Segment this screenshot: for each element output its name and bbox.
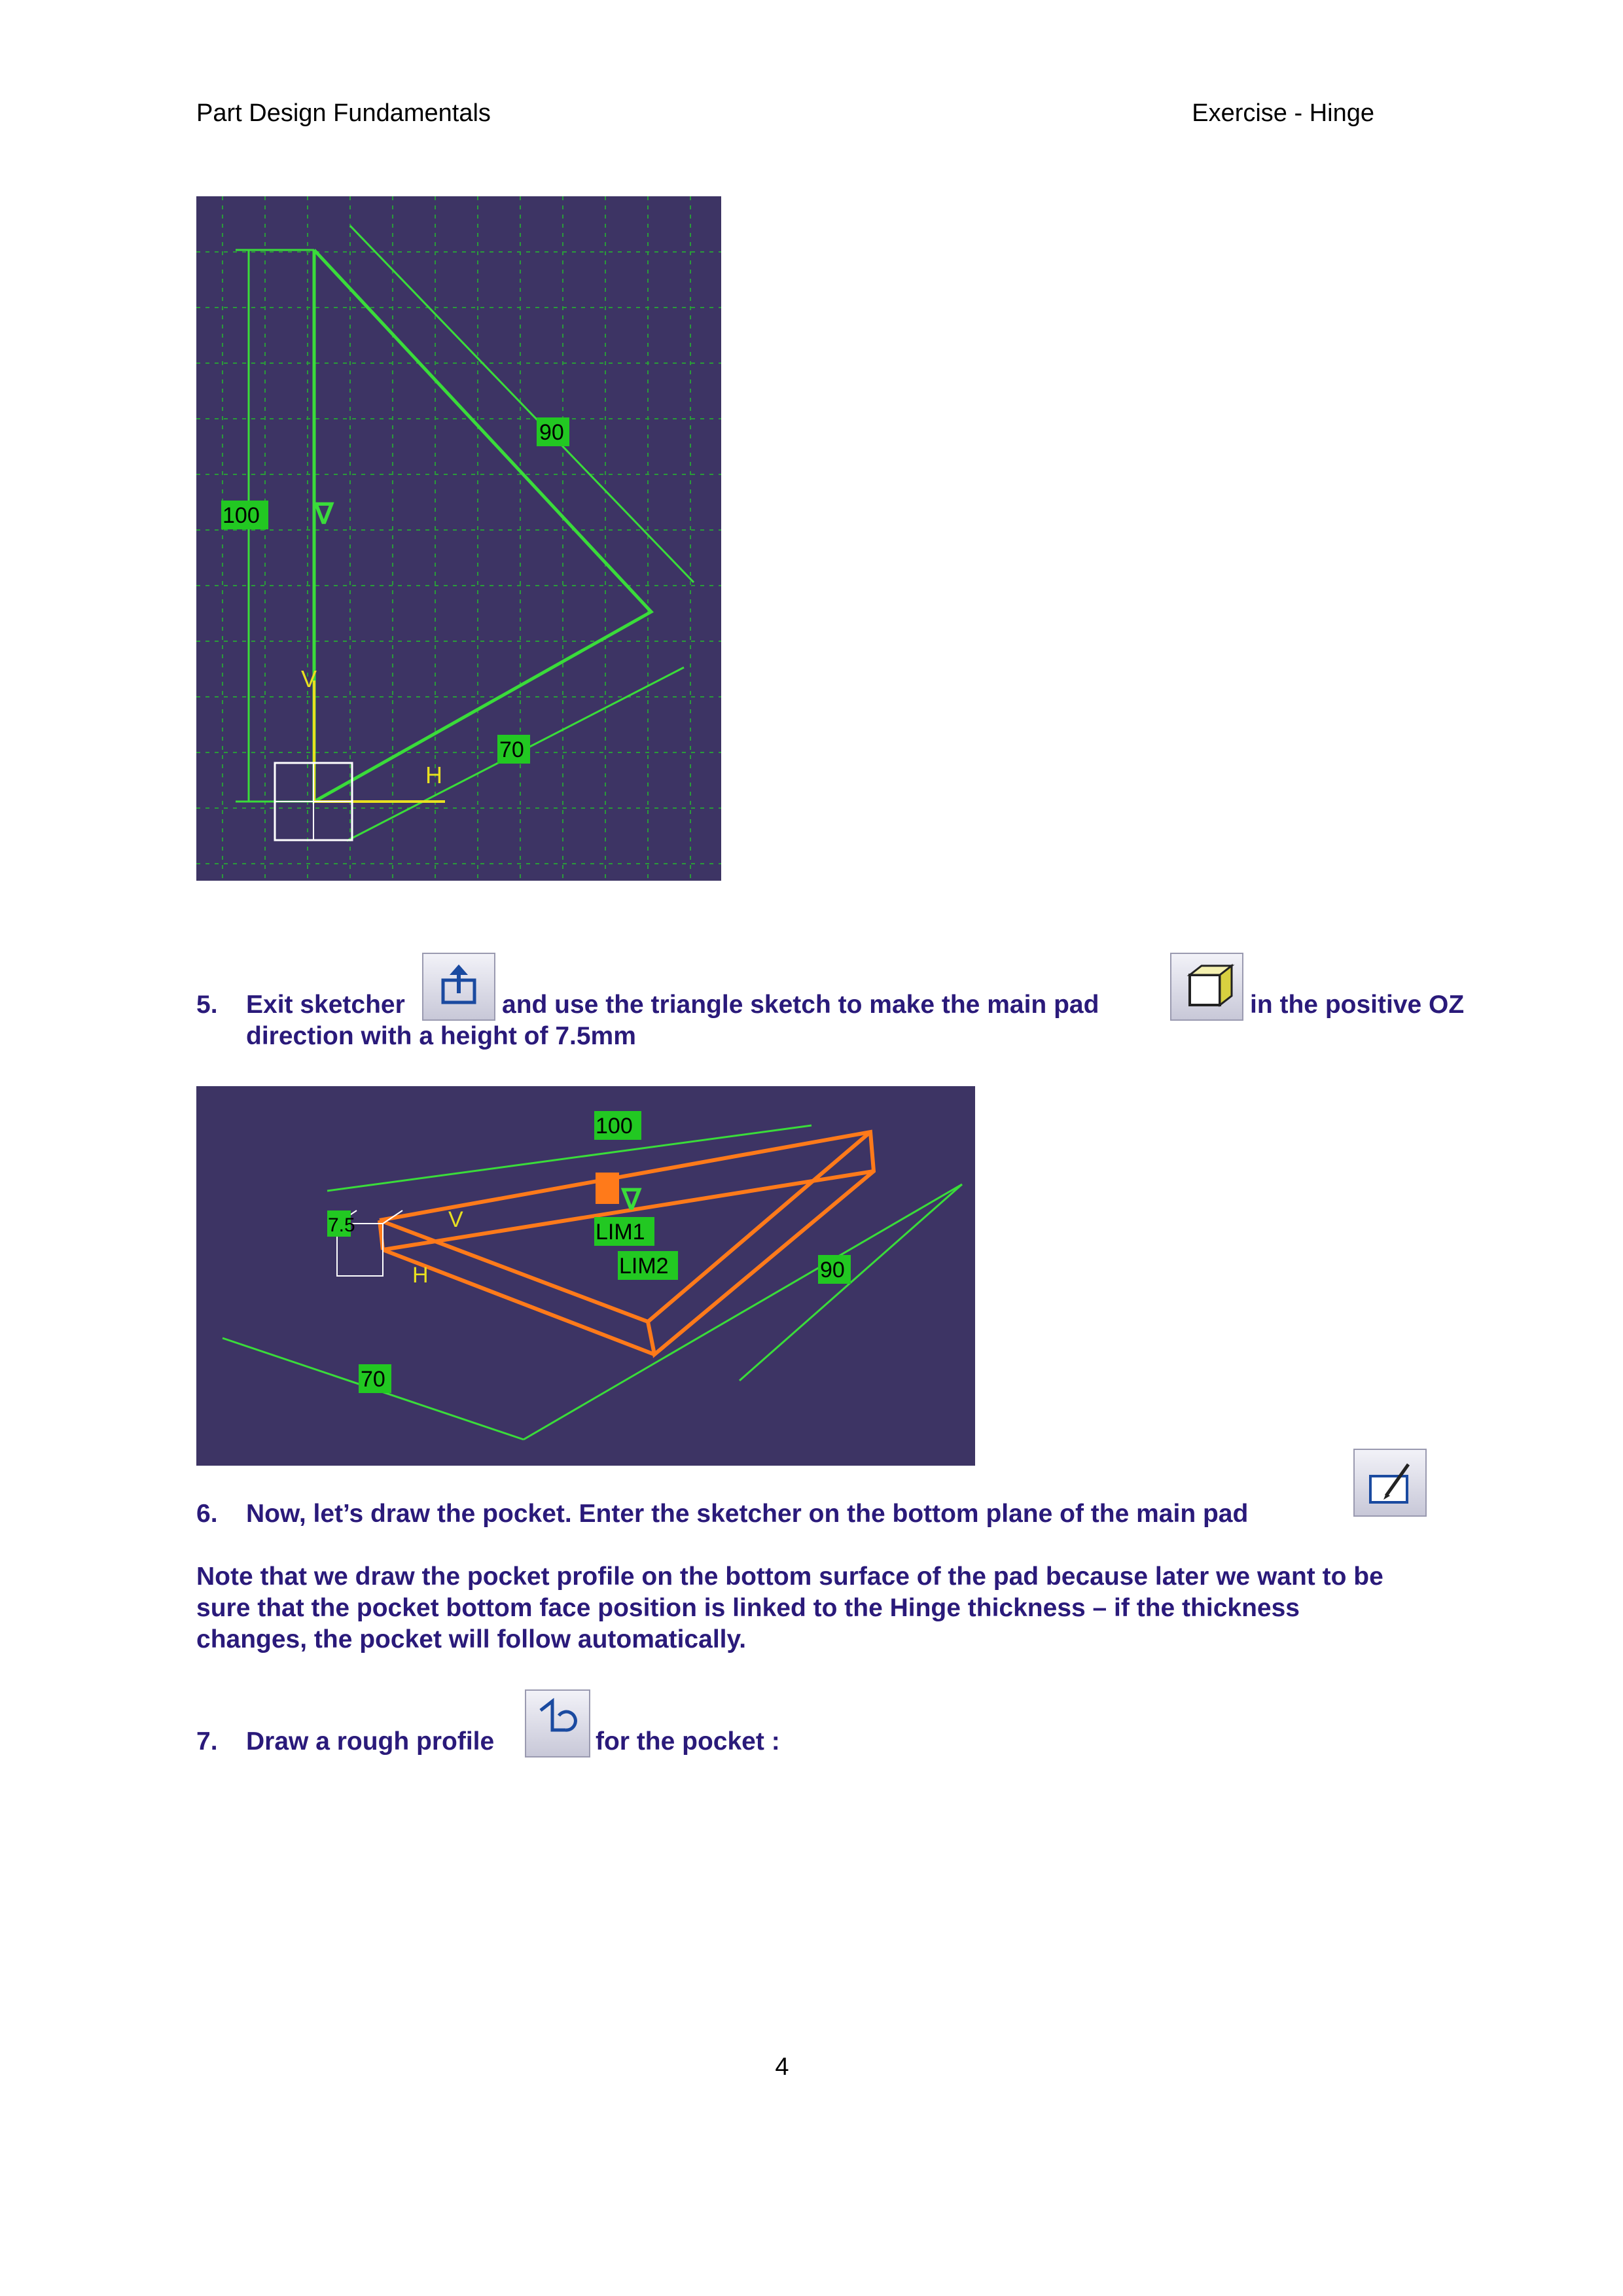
step-text-a: Draw a rough profile [246, 1727, 495, 1756]
step-7 [196, 1726, 1472, 1765]
dim-label-90: 90 [820, 1258, 845, 1282]
constraint-symbol-icon: ∇ [314, 498, 334, 530]
axis-v-label: V [448, 1207, 463, 1232]
lim1-label: LIM1 [596, 1220, 645, 1245]
step-number: 5. [196, 991, 218, 1019]
header-exercise: Exercise - Hinge [1192, 99, 1374, 127]
lim2-label: LIM2 [619, 1254, 669, 1279]
note-paragraph [196, 1561, 1505, 1659]
axis-h-label: H [425, 762, 442, 788]
note-line-2: sure that the pocket bottom face position is linked to the Hinge thickness – if the thickness [196, 1594, 1300, 1622]
constraint-symbol-icon: ∇ [622, 1184, 641, 1216]
step-number: 7. [196, 1727, 218, 1756]
exit-sketcher-icon[interactable] [422, 953, 495, 1021]
pad-figure [196, 1086, 975, 1466]
dim-label-70: 70 [361, 1367, 385, 1392]
step-text-c: in the positive OZ [1250, 991, 1465, 1019]
page-number: 4 [775, 2053, 789, 2081]
axis-v-label: V [301, 665, 317, 692]
sketcher-icon[interactable] [1353, 1449, 1427, 1517]
step-5 [196, 989, 1472, 1061]
dim-label-height: 7.5 [328, 1214, 355, 1236]
pad-icon[interactable] [1170, 953, 1243, 1021]
sketch-figure [196, 196, 721, 881]
step-text-d: direction with a height of 7.5mm [246, 1022, 636, 1050]
step-text-b: for the pocket : [596, 1727, 780, 1756]
note-line-3: changes, the pocket will follow automatically. [196, 1625, 747, 1653]
dim-label-100: 100 [223, 503, 260, 528]
dim-label-70: 70 [499, 737, 524, 762]
step-text-b: and use the triangle sketch to make the main pad [502, 991, 1099, 1019]
step-text: Now, let’s draw the pocket. Enter the sketcher on the bottom plane of the main pad [246, 1500, 1249, 1528]
header-title: Part Design Fundamentals [196, 99, 491, 127]
profile-icon[interactable] [525, 1689, 590, 1757]
step-number: 6. [196, 1500, 218, 1528]
axis-h-label: H [412, 1263, 429, 1288]
step-6 [196, 1498, 1472, 1538]
dim-label-90: 90 [539, 420, 564, 445]
note-line-1: Note that we draw the pocket profile on the bottom surface of the pad because later we want to be [196, 1563, 1383, 1591]
dim-label-100: 100 [596, 1114, 633, 1139]
step-text-a: Exit sketcher [246, 991, 405, 1019]
